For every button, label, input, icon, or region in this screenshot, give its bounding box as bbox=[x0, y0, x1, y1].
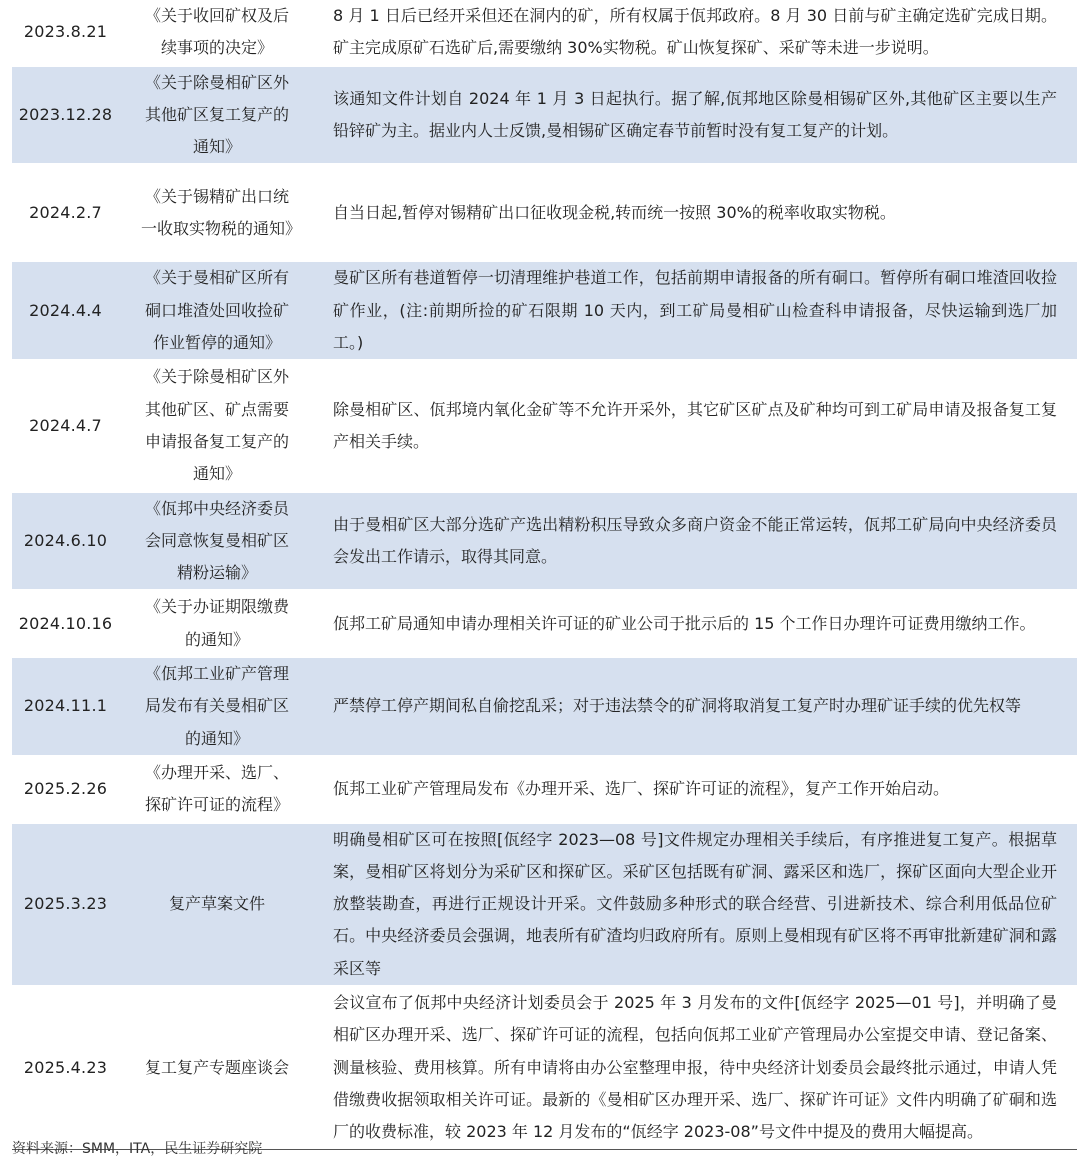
row-document-title: 《关于收回矿权及后续事项的决定》 bbox=[144, 6, 289, 58]
row-date: 2025.3.23 bbox=[23, 894, 108, 914]
row-description: 佤邦工业矿产管理局发布《办理开采、选厂、探矿许可证的流程》，复产工作开始启动。 bbox=[333, 779, 950, 799]
row-description: 自当日起,暂停对锡精矿出口征收现金税,转而统一按照 30%的税率收取实物税。 bbox=[333, 202, 896, 222]
table-row bbox=[12, 66, 1077, 165]
row-date: 2024.6.10 bbox=[23, 530, 108, 550]
table-row bbox=[12, 360, 1077, 491]
row-description: 曼矿区所有巷道暂停一切清理维护巷道工作，包括前期申请报备的所有硐口。暂停所有硐口堆渣回收捡矿作业，(注:前期所捡的矿石限期 10 天内，到工矿局曼相矿山检查科申请报备，尽快运输到选厂加工。) bbox=[333, 268, 1057, 353]
table-row bbox=[12, 164, 1077, 261]
row-date: 2023.12.28 bbox=[18, 104, 113, 124]
row-description: 明确曼相矿区可在按照[佤经字 2023—08 号]文件规定办理相关手续后，有序推进复工复产。根据草案，曼相矿区将划分为采矿区和探矿区。采矿区包括既有矿洞、露采区和选厂，探矿区面向大型企业开放整装勘查，再进行正规设计开采。文件鼓励多种形式的联合经营、引进新技术、综合利用低品位矿石。中央经济委员会强调，地表所有矿渣均归政府所有。原则上曼相现有矿区将不再审批新建矿洞和露采区等 bbox=[333, 829, 1057, 978]
table-row bbox=[12, 823, 1077, 986]
row-date: 2024.4.7 bbox=[29, 415, 102, 435]
row-description: 严禁停工停产期间私自偷挖乱采；对于违法禁令的矿洞将取消复工复产时办理矿证手续的优先权等 bbox=[333, 696, 1022, 716]
row-document-title: 《关于办证期限缴费的通知》 bbox=[144, 597, 289, 649]
table-row bbox=[12, 0, 1077, 66]
table-row bbox=[12, 590, 1077, 657]
row-description: 该通知文件计划自 2024 年 1 月 3 日起执行。据了解,佤邦地区除曼相锡矿区外,其他矿区主要以生产铅锌矿为主。据业内人士反馈,曼相锡矿区确定春节前暂时没有复工复产的计划。 bbox=[333, 88, 1057, 141]
source-note: 资料来源：SMM，ITA，民生证券研究院 bbox=[12, 1141, 263, 1157]
row-description: 除曼相矿区、佤邦境内氧化金矿等不允许开采外，其它矿区矿点及矿种均可到工矿局申请及报备复工复产相关手续。 bbox=[333, 399, 1057, 451]
row-document-title: 《佤邦工业矿产管理局发布有关曼相矿区的通知》 bbox=[144, 664, 289, 748]
table-row bbox=[12, 756, 1077, 823]
row-date: 2024.10.16 bbox=[18, 613, 113, 633]
row-date: 2024.11.1 bbox=[23, 696, 108, 716]
row-description: 会议宣布了佤邦中央经济计划委员会于 2025 年 3 月发布的文件[佤经字 2025—01 号]，并明确了曼相矿区办理开采、选厂、探矿许可证的流程，包括向佤邦工业矿产管理局办公室提交申请、登记备案、测量核验、费用核算。所有申请将由办公室整理申报，待中央经济计划委员会最终批示通过，申请人凭借缴费收据领取相关许可证。最新的《曼相矿区办理开采、选厂、探矿许可证》文件内明确了矿硐和选厂的收费标准，较 2023 年 12 月发布的“佤经字 2023-08”号文件中提及的费用大幅提高。 bbox=[333, 993, 1057, 1142]
row-document-title: 《办理开采、选厂、探矿许可证的流程》 bbox=[144, 762, 289, 815]
row-date: 2023.8.21 bbox=[23, 22, 108, 42]
row-document-title: 《关于除曼相矿区外其他矿区、矿点需要申请报备复工复产的通知》 bbox=[144, 367, 289, 484]
row-description: 佤邦工矿局通知申请办理相关许可证的矿业公司于批示后的 15 个工作日办理许可证费用缴纳工作。 bbox=[333, 613, 1036, 633]
row-date: 2025.2.26 bbox=[23, 779, 108, 799]
row-document-title: 《关于曼相矿区所有硐口堆渣处回收捡矿作业暂停的通知》 bbox=[144, 268, 289, 353]
row-date: 2024.2.7 bbox=[29, 202, 102, 222]
row-document-title: 《佤邦中央经济委员会同意恢复曼相矿区精粉运输》 bbox=[144, 498, 289, 583]
row-document-title: 《关于除曼相矿区外其他矿区复工复产的通知》 bbox=[144, 72, 289, 157]
table-row bbox=[12, 986, 1077, 1149]
table-row bbox=[12, 492, 1077, 591]
table-row bbox=[12, 261, 1077, 360]
row-description: 由于曼相矿区大部分选矿产选出精粉积压导致众多商户资金不能正常运转，佤邦工矿局向中央经济委员会发出工作请示，取得其同意。 bbox=[333, 514, 1057, 566]
row-document-title: 《关于锡精矿出口统一收取实物税的通知》 bbox=[141, 186, 302, 238]
policy-timeline-table bbox=[12, 0, 1077, 1150]
row-date: 2025.4.23 bbox=[23, 1057, 108, 1077]
row-description: 8 月 1 日后已经开采但还在洞内的矿，所有权属于佤邦政府。8 月 30 日前与矿主确定选矿完成日期。矿主完成原矿石选矿后,需要缴纳 30%实物税。矿山恢复探矿、采矿等未进一步说明。 bbox=[333, 6, 1057, 58]
table-row bbox=[12, 657, 1077, 756]
row-document-title: 复产草案文件 bbox=[168, 894, 265, 914]
row-document-title: 复工复产专题座谈会 bbox=[144, 1057, 289, 1077]
row-date: 2024.4.4 bbox=[29, 300, 102, 320]
